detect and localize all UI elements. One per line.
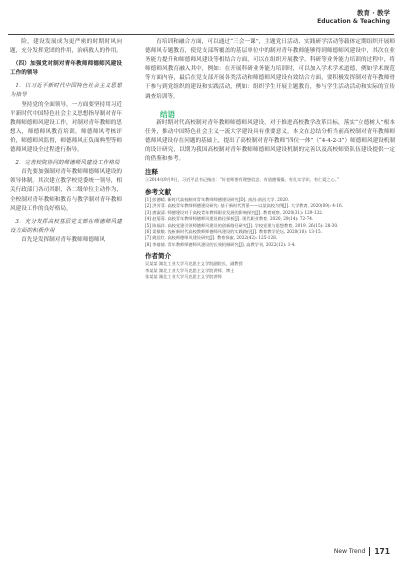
subsection-heading: 3．充分发挥高校基层党支部在师德师风建设方面的积极作用: [10, 218, 122, 234]
references-title: 参考文献: [145, 187, 171, 196]
right-column: [145, 38, 395, 281]
reference-item: [5] 陈福祥. 高校党建引领师德师风建设的创新路径研究[J]. 学校党建与思想教育, 2019, 26(15): 28-30.: [145, 222, 339, 228]
header-rule: [8, 34, 394, 35]
reference-item: [7] 姚佳红. 高校师德师风建设研究[J]. 教育探索, 2022(42): 125-128.: [145, 235, 278, 241]
author-list: [145, 261, 395, 280]
paragraph: 育培训和融合方面，可以通过“三会一课”，主题党日活动、实践研学活动等载体定期组织开展师德师风专题教育，使党支部所覆盖的基层单位中的制对青年教师能够得到师德师风建设中，其次在业务能力提升和师德师风建设等相结合方面，可以在组织开展教学、科研等业务能力培训的过程中，将师德师风教育融入其中，例如：在开展科研业务能力培训时，可以加入学术学术道德，例如学术规范等方面内容，最后在党支部开展各类活动和师德师风建设有效结合方面，要积极发挥制对青年教师骨干参与到党组织的建设和实践活动，例如：组织学生开展主题教育，参与学生活动活动和实际的宣传调查培训等。: [145, 39, 395, 100]
paragraph: 首先要加强制对青年教师师德师风建设的领导体制。其次建立教学校党委统一领导，相关行政部门各司其职，各二级单位主动作为，全校制对青年教师和教育与教学制对青年教师风建设工作的良好格局。: [10, 169, 122, 212]
conclusion-title: 结语: [160, 109, 175, 119]
note-text: ①2014年9月9日，习近平总书记指出：“好老师要有理想信念、有道德情操、有扎实学识、有仁爱之心。”: [145, 177, 340, 183]
page-number: 171: [374, 547, 390, 556]
paragraph: 坚持党的全面领导，一方面要坚持用习近平新时代中国特色社会主义思想指导制对青年教师师德师风建设工作，对制对青年教师的思想入，师德师风教育培训，师德师风考核评价，师德师风监督，师德师风正负面典型等师德师风建设全过程进行指导。: [10, 101, 122, 154]
section-title-en: Education & Teaching: [317, 18, 390, 25]
section-header: [317, 8, 390, 25]
journal-name: New Trend: [333, 548, 366, 555]
references-list: [145, 197, 395, 248]
section-heading: （四）加强党对制对青年教师师德师风建设工作的领导: [10, 61, 122, 77]
section-title-cn: 教育 · 教学: [357, 9, 390, 17]
reference-item: [4] 赵菊蓉. 高校青年教师师德师风建设路径探析[J]. 现代职业教育, 2020, 29(14): 72-74.: [145, 216, 314, 222]
reference-item: [6] 姜敏敏. 浅析新时代高校教师师德师风建设的实践路径[J]. 教育教学论坛, 2020(10): 13-15.: [145, 229, 323, 235]
subsection-heading: 1．以习近平新时代中国特色社会主义思想为指导: [10, 83, 122, 99]
conclusion-paragraph: 新时期对代高校制对青年教师师德师风建设，对于推进高校教学改革目标，落实“立德树人”根本任务，推动中国特色社会主义一流大学建设具有重要意义。本文在总结分析当前高校制对青年教师师德师风建设存在问题的基础上，提出了高校制对青年教师“四位一体”（“4-4-2-3”）师德师风建设机制的设计研究，以期为我国高校制对青年教师师德师风建设机制的完善以及高校师资队伍建设提供一定的借鉴和参考。: [145, 119, 395, 163]
author-item: 吴某某 湖北工业大学马克思主义学院副院长、副教授: [145, 261, 243, 267]
left-column: [10, 38, 122, 245]
footer-divider: [369, 547, 370, 556]
paragraph: 首先是发挥制对青年教师师德师风: [21, 236, 106, 243]
author-item: 李某某 湖北工业大学马克思主义学院讲师、博士: [145, 267, 235, 273]
note-title: 注释: [145, 168, 158, 177]
subsection-heading: 2．完善校院协同的师德师风建设工作格局: [15, 160, 120, 167]
author-item: 张某某 湖北工业大学马克思主义学院讲师: [145, 274, 222, 280]
reference-item: [2] 洪芳菲. 高校青年教师师德建设研究: 基于新时代背景——以某高校为例[J]. 大学教育, 2020(09): 4-16.: [145, 203, 344, 209]
reference-item: [3] 唐淑清. 师德建设对于高校青年教师职业发展的影响探究[J]. 教育观察, 2020(31): 129-132.: [145, 209, 324, 215]
paragraph: 险，建设发展成为更严密的时期时风向题，充分发挥党团的作用，治病救人的作用。: [10, 39, 122, 55]
reference-item: [1] 彭德晴. 新时代高校制对青年教师师德建设研究[D]. 南昌:南昌大学, 2020.: [145, 197, 290, 202]
author-info-title: 作者简介: [145, 252, 171, 261]
reference-item: [8] 李倩倩. 青年教师师德师风建设的长效机制研究[J]. 高教学刊, 2022(12): 1-4.: [145, 241, 296, 247]
page-footer: [334, 547, 390, 556]
